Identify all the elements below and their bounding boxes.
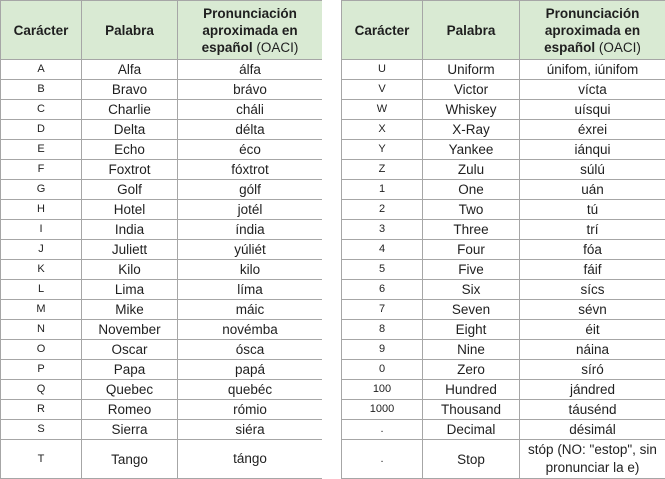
table-row [342, 100, 665, 120]
table-row [342, 120, 665, 140]
character-cell: 1000 [342, 400, 423, 420]
word-cell: Bravo [82, 80, 178, 100]
word-cell: Zulu [423, 160, 520, 180]
pronunciation-cell: ósca [178, 340, 323, 360]
table-row [342, 300, 665, 320]
table-row [1, 80, 323, 100]
character-cell: 9 [342, 340, 423, 360]
character-cell: Z [342, 160, 423, 180]
word-cell: Seven [423, 300, 520, 320]
table-row [1, 100, 323, 120]
table-row [1, 340, 323, 360]
character-cell: A [1, 60, 82, 80]
table-row [342, 160, 665, 180]
word-cell: Two [423, 200, 520, 220]
character-cell: T [1, 440, 82, 479]
header-character: Carácter [1, 1, 82, 60]
character-cell: . [342, 420, 423, 440]
header-character: Carácter [342, 1, 423, 60]
pronunciation-cell: novémba [178, 320, 323, 340]
pronunciation-cell: éco [178, 140, 323, 160]
pronunciation-cell: éit [520, 320, 665, 340]
character-cell: X [342, 120, 423, 140]
word-cell: Stop [423, 440, 520, 479]
word-cell: Mike [82, 300, 178, 320]
table-row [342, 440, 665, 479]
pronunciation-cell: vícta [520, 80, 665, 100]
table-row [1, 300, 323, 320]
table-row [342, 340, 665, 360]
character-cell: E [1, 140, 82, 160]
character-cell: 8 [342, 320, 423, 340]
character-cell: 3 [342, 220, 423, 240]
table-row [342, 320, 665, 340]
character-cell: I [1, 220, 82, 240]
table-row [342, 140, 665, 160]
table-row [1, 360, 323, 380]
pronunciation-cell: désimál [520, 420, 665, 440]
header-row [1, 1, 323, 60]
table-row [342, 220, 665, 240]
character-cell: . [342, 440, 423, 479]
character-cell: 5 [342, 260, 423, 280]
character-cell: 2 [342, 200, 423, 220]
character-cell: O [1, 340, 82, 360]
character-cell: 100 [342, 380, 423, 400]
table-row [342, 200, 665, 220]
character-cell: F [1, 160, 82, 180]
pronunciation-cell: cháli [178, 100, 323, 120]
pronunciation-cell: siéra [178, 420, 323, 440]
pronunciation-cell: sícs [520, 280, 665, 300]
header-word: Palabra [82, 1, 178, 60]
character-cell: B [1, 80, 82, 100]
character-cell: S [1, 420, 82, 440]
word-cell: Papa [82, 360, 178, 380]
pronunciation-cell: brávo [178, 80, 323, 100]
header-pronunciation [178, 1, 323, 60]
word-cell: Oscar [82, 340, 178, 360]
pronunciation-cell: jotél [178, 200, 323, 220]
header-pronunciation-suffix: (OACI) [256, 39, 299, 55]
pronunciation-cell: délta [178, 120, 323, 140]
pronunciation-cell: quebéc [178, 380, 323, 400]
word-cell: Echo [82, 140, 178, 160]
table-row [1, 320, 323, 340]
table-row [342, 240, 665, 260]
table-row [1, 60, 323, 80]
word-cell: Uniform [423, 60, 520, 80]
pronunciation-cell: uísqui [520, 100, 665, 120]
word-cell: Thousand [423, 400, 520, 420]
table-gap [322, 0, 341, 479]
pronunciation-cell: fóxtrot [178, 160, 323, 180]
table-row [1, 420, 323, 440]
character-cell: 6 [342, 280, 423, 300]
header-pronunciation [520, 1, 665, 60]
pronunciation-cell: únifom, iúnifom [520, 60, 665, 80]
word-cell: Eight [423, 320, 520, 340]
pronunciation-cell: náina [520, 340, 665, 360]
character-cell: 4 [342, 240, 423, 260]
pronunciation-cell: índia [178, 220, 323, 240]
table-row [1, 180, 323, 200]
word-cell: One [423, 180, 520, 200]
word-cell: Sierra [82, 420, 178, 440]
word-cell: Kilo [82, 260, 178, 280]
pronunciation-cell: álfa [178, 60, 323, 80]
table-row [342, 380, 665, 400]
word-cell: India [82, 220, 178, 240]
pronunciation-cell: rómio [178, 400, 323, 420]
pronunciation-cell: yúliét [178, 240, 323, 260]
character-cell: K [1, 260, 82, 280]
pronunciation-cell: máic [178, 300, 323, 320]
character-cell: P [1, 360, 82, 380]
word-cell: Yankee [423, 140, 520, 160]
pronunciation-cell: kilo [178, 260, 323, 280]
character-cell: U [342, 60, 423, 80]
header-pronunciation-label: Pronunciación aproximada en español [544, 5, 641, 55]
word-cell: Hotel [82, 200, 178, 220]
pronunciation-cell: líma [178, 280, 323, 300]
table-row [1, 160, 323, 180]
pronunciation-cell: sévn [520, 300, 665, 320]
word-cell: Six [423, 280, 520, 300]
pronunciation-cell: táusénd [520, 400, 665, 420]
character-cell: M [1, 300, 82, 320]
table-row [342, 420, 665, 440]
word-cell: Charlie [82, 100, 178, 120]
character-cell: 0 [342, 360, 423, 380]
word-cell: Whiskey [423, 100, 520, 120]
alphabet-table-left [0, 0, 323, 479]
pronunciation-cell: gólf [178, 180, 323, 200]
word-cell: X-Ray [423, 120, 520, 140]
table-row [342, 260, 665, 280]
character-cell: V [342, 80, 423, 100]
header-pronunciation-suffix: (OACI) [598, 39, 641, 55]
character-cell: N [1, 320, 82, 340]
word-cell: Tango [82, 440, 178, 479]
table-row [1, 260, 323, 280]
table-row [342, 60, 665, 80]
character-cell: D [1, 120, 82, 140]
character-cell: 1 [342, 180, 423, 200]
pronunciation-cell: fóa [520, 240, 665, 260]
character-cell: G [1, 180, 82, 200]
word-cell: Quebec [82, 380, 178, 400]
word-cell: Juliett [82, 240, 178, 260]
word-cell: Decimal [423, 420, 520, 440]
pronunciation-cell: fáif [520, 260, 665, 280]
character-cell: L [1, 280, 82, 300]
header-row [342, 1, 665, 60]
word-cell: Alfa [82, 60, 178, 80]
table-row [1, 120, 323, 140]
word-cell: Foxtrot [82, 160, 178, 180]
word-cell: Five [423, 260, 520, 280]
character-cell: C [1, 100, 82, 120]
pronunciation-cell: iánqui [520, 140, 665, 160]
table-row [1, 400, 323, 420]
table-row [342, 80, 665, 100]
alphabet-table-right [341, 0, 665, 479]
word-cell: Golf [82, 180, 178, 200]
character-cell: R [1, 400, 82, 420]
pronunciation-cell: tú [520, 200, 665, 220]
pronunciation-cell: papá [178, 360, 323, 380]
word-cell: Romeo [82, 400, 178, 420]
table-row [342, 360, 665, 380]
word-cell: November [82, 320, 178, 340]
word-cell: Four [423, 240, 520, 260]
character-cell: Y [342, 140, 423, 160]
word-cell: Three [423, 220, 520, 240]
character-cell: 7 [342, 300, 423, 320]
pronunciation-cell: stóp (NO: "estop", sin pronunciar la e) [520, 440, 665, 479]
word-cell: Victor [423, 80, 520, 100]
table-row [1, 280, 323, 300]
character-cell: J [1, 240, 82, 260]
word-cell: Delta [82, 120, 178, 140]
table-row [1, 440, 323, 479]
word-cell: Hundred [423, 380, 520, 400]
pronunciation-cell: tángo [178, 440, 323, 479]
pronunciation-cell: trí [520, 220, 665, 240]
pronunciation-cell: súlú [520, 160, 665, 180]
table-row [342, 400, 665, 420]
character-cell: W [342, 100, 423, 120]
pronunciation-cell: éxrei [520, 120, 665, 140]
table-row [342, 180, 665, 200]
word-cell: Nine [423, 340, 520, 360]
character-cell: Q [1, 380, 82, 400]
header-pronunciation-label: Pronunciación aproximada en español [201, 5, 298, 55]
pronunciation-cell: uán [520, 180, 665, 200]
header-word: Palabra [423, 1, 520, 60]
character-cell: H [1, 200, 82, 220]
table-row [1, 200, 323, 220]
table-row [1, 380, 323, 400]
pronunciation-cell: síró [520, 360, 665, 380]
word-cell: Lima [82, 280, 178, 300]
word-cell: Zero [423, 360, 520, 380]
table-row [1, 220, 323, 240]
table-row [342, 280, 665, 300]
table-row [1, 140, 323, 160]
table-row [1, 240, 323, 260]
pronunciation-cell: jándred [520, 380, 665, 400]
